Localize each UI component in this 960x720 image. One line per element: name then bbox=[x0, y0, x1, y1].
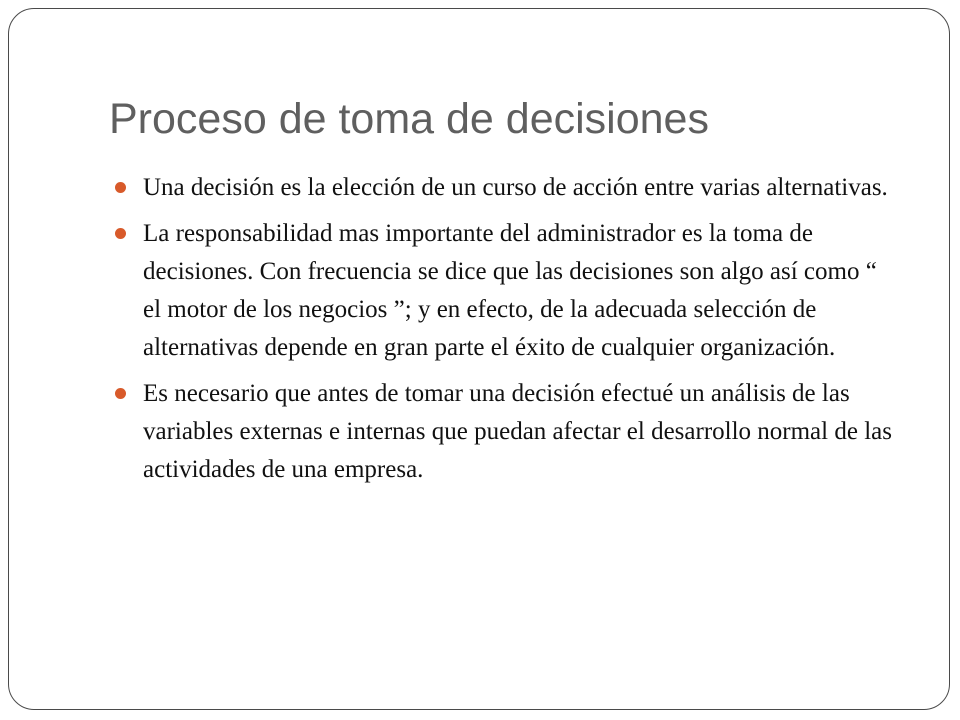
bullet-item bbox=[113, 169, 893, 207]
bullet-dot-icon bbox=[115, 182, 126, 193]
bullet-item bbox=[113, 375, 893, 489]
slide-frame bbox=[8, 8, 950, 710]
bullet-item bbox=[113, 215, 893, 367]
bullet-list bbox=[113, 169, 893, 497]
bullet-text: Una decisión es la elección de un curso de acción entre varias alternativas. bbox=[143, 174, 888, 201]
slide-title: Proceso de toma de decisiones bbox=[109, 95, 709, 143]
bullet-text: La responsabilidad mas importante del administrador es la toma de decisiones. Con frecuencia se dice que las decisiones son algo así como “ el motor de los negocios ”; y en efecto, de la adecuada selección de alternativas depende en gran parte el éxito de cualquier organización. bbox=[143, 220, 877, 361]
bullet-dot-icon bbox=[115, 228, 126, 239]
bullet-text: Es necesario que antes de tomar una decisión efectué un análisis de las variables externas e internas que puedan afectar el desarrollo normal de las actividades de una empresa. bbox=[143, 380, 892, 483]
bullet-dot-icon bbox=[115, 388, 126, 399]
